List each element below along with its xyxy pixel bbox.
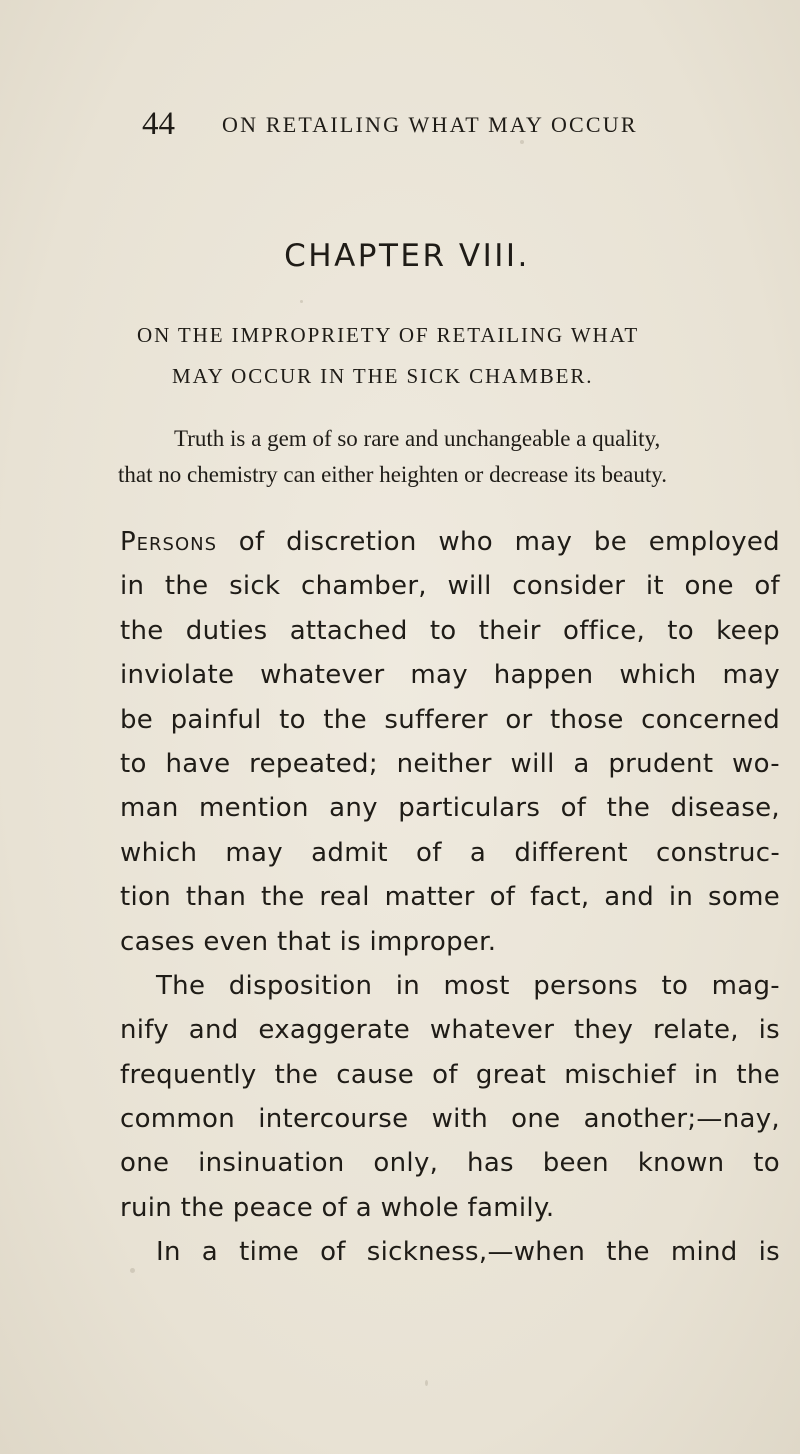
body-line: The disposition in most persons to mag- [156, 970, 780, 1001]
body-line: tion than the real matter of fact, and in some [120, 882, 780, 913]
body-line-text: of discretion who may be employed [238, 527, 780, 557]
paper-speck [300, 300, 303, 303]
body-line: nify and exaggerate whatever they relate, is [120, 1015, 780, 1046]
body-line: inviolate whatever may happen which may [120, 660, 780, 691]
chapter-subtitle-line-2: MAY OCCUR IN THE SICK CHAMBER. [172, 364, 594, 388]
body-line: which may admit of a different construc- [120, 837, 780, 868]
body-line: frequently the cause of great mischief in the [120, 1059, 780, 1090]
page-header [142, 104, 742, 144]
body-line: be painful to the sufferer or those concerned [120, 704, 780, 735]
epigraph-line-1: Truth is a gem of so rare and unchangeable a quality, [174, 426, 661, 451]
lead-word: Persons [120, 527, 218, 557]
body-line: in the sick chamber, will consider it one of [120, 571, 780, 602]
body-line: In a time of sickness,—when the mind is [156, 1237, 780, 1268]
chapter-subtitle-line-1: ON THE IMPROPRIETY OF RETAILING WHAT [137, 323, 640, 347]
body-line: common intercourse with one another;—nay, [120, 1104, 780, 1135]
body-line: man mention any particulars of the disease, [120, 793, 780, 824]
body-line: cases even that is improper. [120, 926, 497, 957]
chapter-title: CHAPTER VIII. [284, 238, 530, 274]
body-line [120, 520, 780, 564]
paper-speck [520, 140, 524, 144]
epigraph-line-2: that no chemistry can either heighten or decrease its beauty. [118, 462, 668, 487]
body-line: the duties attached to their office, to keep [120, 615, 780, 646]
chapter-body [120, 520, 780, 1275]
body-line: ruin the peace of a whole family. [120, 1192, 555, 1223]
paper-speck [130, 1268, 135, 1273]
page-number: 44 [142, 106, 175, 142]
body-line: to have repeated; neither will a prudent wo- [120, 748, 780, 779]
epigraph [118, 421, 782, 493]
body-line: one insinuation only, has been known to [120, 1148, 780, 1179]
paper-speck [425, 1380, 428, 1386]
running-head: ON RETAILING WHAT MAY OCCUR [222, 112, 638, 137]
